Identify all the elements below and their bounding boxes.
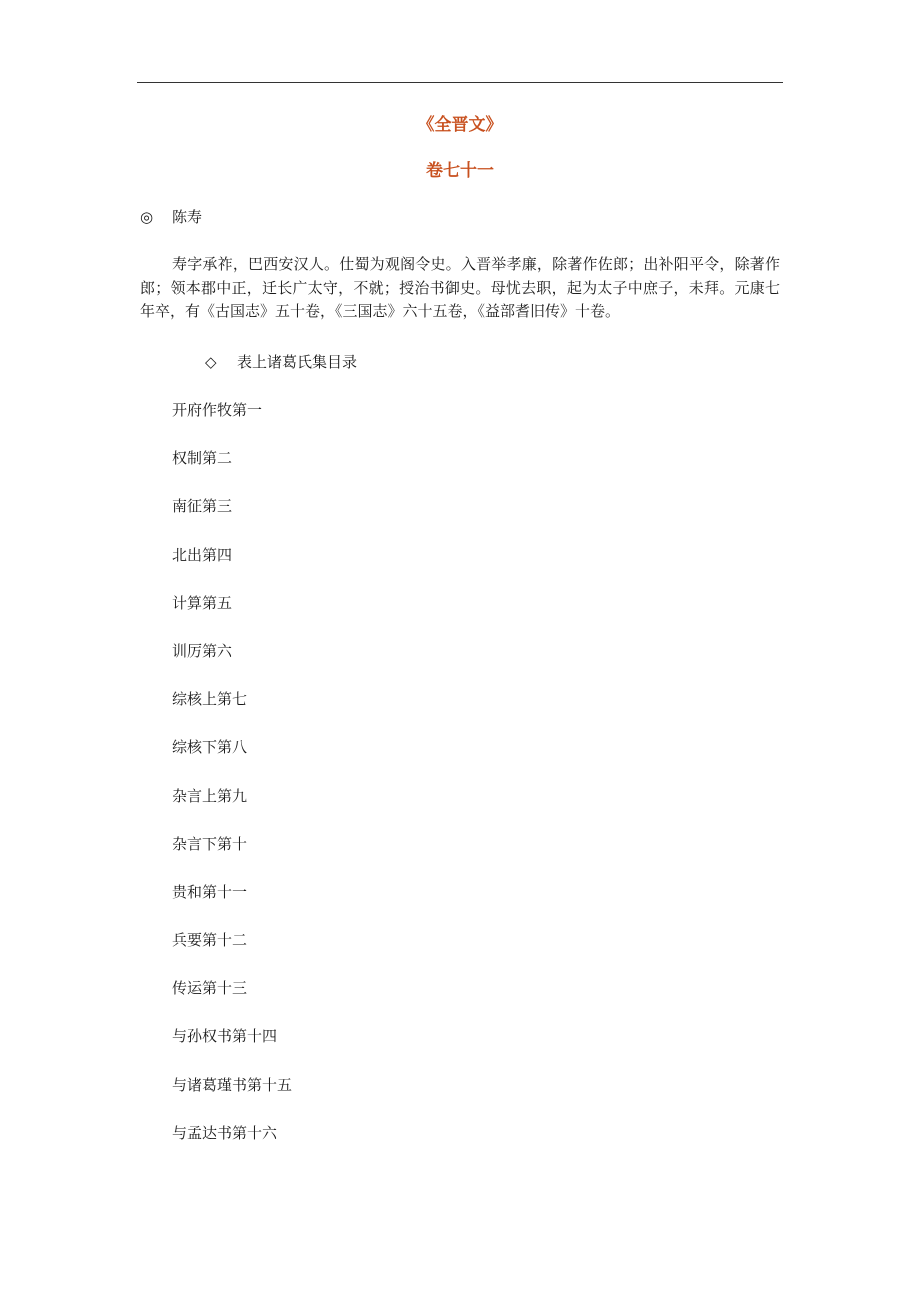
author-heading (140, 207, 202, 227)
toc-item: 贵和第十一 (172, 882, 248, 901)
table-of-contents (172, 400, 292, 1171)
volume-title: 卷七十一 (426, 161, 494, 181)
author-name: 陈寿 (172, 208, 203, 226)
toc-item: 与孙权书第十四 (172, 1027, 278, 1046)
toc-item: 计算第五 (172, 593, 233, 612)
double-circle-icon: ◎ (140, 208, 154, 226)
toc-item: 南征第三 (172, 497, 233, 516)
toc-item: 开府作牧第一 (172, 401, 263, 419)
collection-title: 《全晋文》 (417, 115, 503, 135)
toc-item: 综核上第七 (172, 690, 248, 709)
toc-item: 杂言下第十 (172, 834, 248, 853)
toc-item: 杂言上第九 (172, 786, 248, 805)
toc-item: 北出第四 (172, 545, 233, 564)
toc-item: 与诸葛瑾书第十五 (172, 1075, 293, 1094)
toc-item: 权制第二 (172, 449, 233, 468)
section-title: 表上诸葛氏集目录 (237, 353, 358, 371)
author-biography: 寿字承祚，巴西安汉人。仕蜀为观阁令史。入晋举孝廉，除著作佐郎；出补阳平令，除著作郎；领本郡中正，迁长广太守，不就；授治书御史。母忧去职，起为太子中庶子，未拜。元康七年卒，有《古国志》五十卷，《三国志》六十五卷，《益部耆旧传》十卷。 (140, 255, 780, 320)
toc-item: 综核下第八 (172, 738, 248, 757)
section-heading (205, 352, 357, 372)
toc-item: 兵要第十二 (172, 931, 248, 950)
diamond-icon: ◇ (205, 353, 217, 371)
toc-item: 与孟达书第十六 (172, 1123, 278, 1142)
toc-item: 传运第十三 (172, 979, 248, 998)
toc-item: 训厉第六 (172, 641, 233, 660)
header-rule (137, 82, 783, 83)
